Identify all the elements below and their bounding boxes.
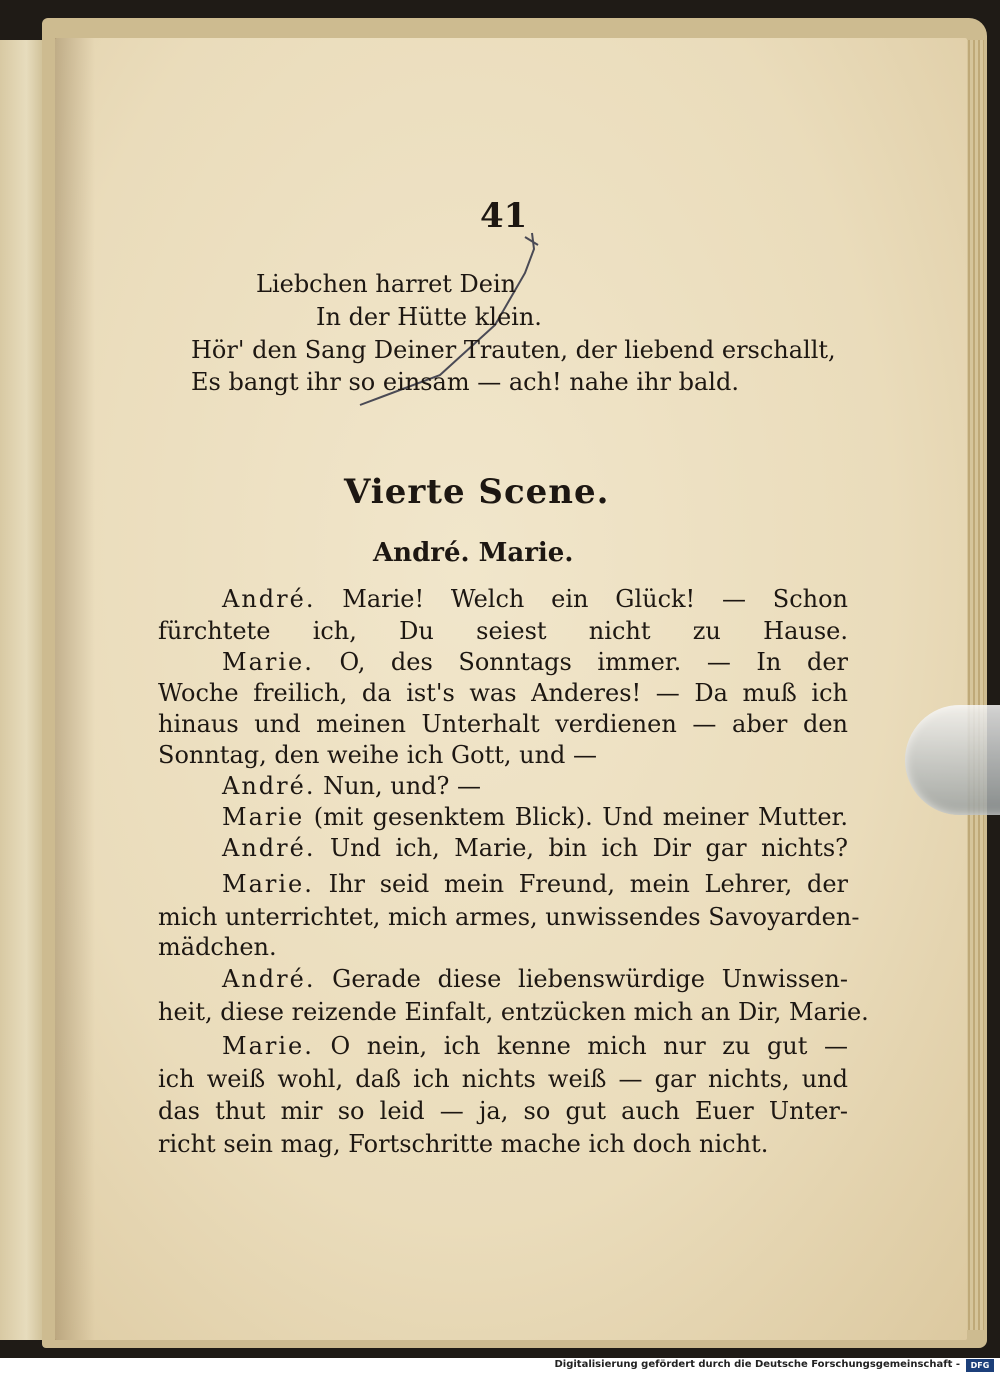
dialogue-line (222, 648, 848, 676)
dialogue-text: O nein, ich kenne mich nur zu gut — (313, 1032, 848, 1060)
dialogue-text: Gerade diese liebenswürdige Unwissen- (315, 965, 848, 993)
speaker-name: Marie. (222, 1032, 314, 1060)
page-number: 41 (480, 196, 528, 236)
character-list: André. Marie. (373, 538, 574, 568)
poem-line: In der Hütte klein. (316, 303, 542, 331)
dialogue-text: heit, diese reizende Einfalt, entzücken mich an Dir, Marie. (158, 998, 869, 1026)
speaker-name: Marie (222, 803, 305, 831)
dialogue-line (158, 679, 848, 707)
dfg-logo: DFG (966, 1359, 994, 1372)
dialogue-line (158, 617, 848, 645)
dialogue-line (158, 903, 860, 931)
dialogue-text: O, des Sonntags immer. — In der (313, 648, 848, 676)
poem-line: Liebchen harret Dein (256, 270, 517, 298)
dialogue-line (158, 1130, 848, 1158)
page-gutter-shadow (55, 38, 95, 1340)
dialogue-text: Und ich, Marie, bin ich Dir gar nichts? (315, 834, 848, 862)
dialogue-line (222, 834, 848, 862)
dialogue-line (222, 965, 848, 993)
dialogue-line (158, 1097, 848, 1125)
dialogue-line (222, 870, 848, 898)
left-page-edge (0, 40, 48, 1340)
dialogue-line (158, 998, 869, 1026)
dialogue-line (222, 772, 848, 800)
footer-credit: Digitalisierung gefördert durch die Deutsche Forschungsgemeinschaft - (554, 1359, 960, 1370)
dialogue-text: mich unterrichtet, mich armes, unwissendes Savoyarden- (158, 903, 860, 931)
dialogue-line (158, 710, 848, 738)
speaker-name: André. (222, 772, 316, 800)
dialogue-text: Sonntag, den weihe ich Gott, und — (158, 741, 598, 769)
dialogue-text: (mit gesenktem Blick). Und meiner Mutter. (304, 803, 848, 831)
dialogue-line (222, 585, 848, 613)
dialogue-text: richt sein mag, Fortschritte mache ich doch nicht. (158, 1130, 769, 1158)
dialogue-text: Nun, und? — (315, 772, 482, 800)
speaker-name: André. (222, 834, 316, 862)
dialogue-text: das thut mir so leid — ja, so gut auch Euer Unter- (158, 1097, 848, 1125)
scene-heading: Vierte Scene. (344, 472, 610, 512)
speaker-name: André. (222, 585, 316, 613)
dialogue-line (158, 741, 848, 769)
dialogue-text: ich weiß wohl, daß ich nichts weiß — gar nichts, und (158, 1065, 848, 1093)
dialogue-line (158, 1065, 848, 1093)
speaker-name: Marie. (222, 870, 314, 898)
speaker-name: André. (222, 965, 316, 993)
dialogue-line (158, 933, 848, 961)
poem-line: Es bangt ihr so einsam — ach! nahe ihr bald. (191, 368, 739, 396)
dialogue-line (222, 1032, 848, 1060)
speaker-name: Marie. (222, 648, 314, 676)
dialogue-text: Ihr seid mein Freund, mein Lehrer, der (313, 870, 848, 898)
dialogue-text: fürchtete ich, Du seiest nicht zu Hause. (158, 617, 848, 645)
dialogue-text: hinaus und meinen Unterhalt verdienen — aber den (158, 710, 848, 738)
poem-line: Hör' den Sang Deiner Trauten, der liebend erschallt, (191, 336, 836, 364)
dialogue-text: mädchen. (158, 933, 277, 961)
dialogue-line (222, 803, 848, 831)
dialogue-text: Marie! Welch ein Glück! — Schon (315, 585, 848, 613)
dialogue-text: Woche freilich, da ist's was Anderes! — Da muß ich (158, 679, 848, 707)
